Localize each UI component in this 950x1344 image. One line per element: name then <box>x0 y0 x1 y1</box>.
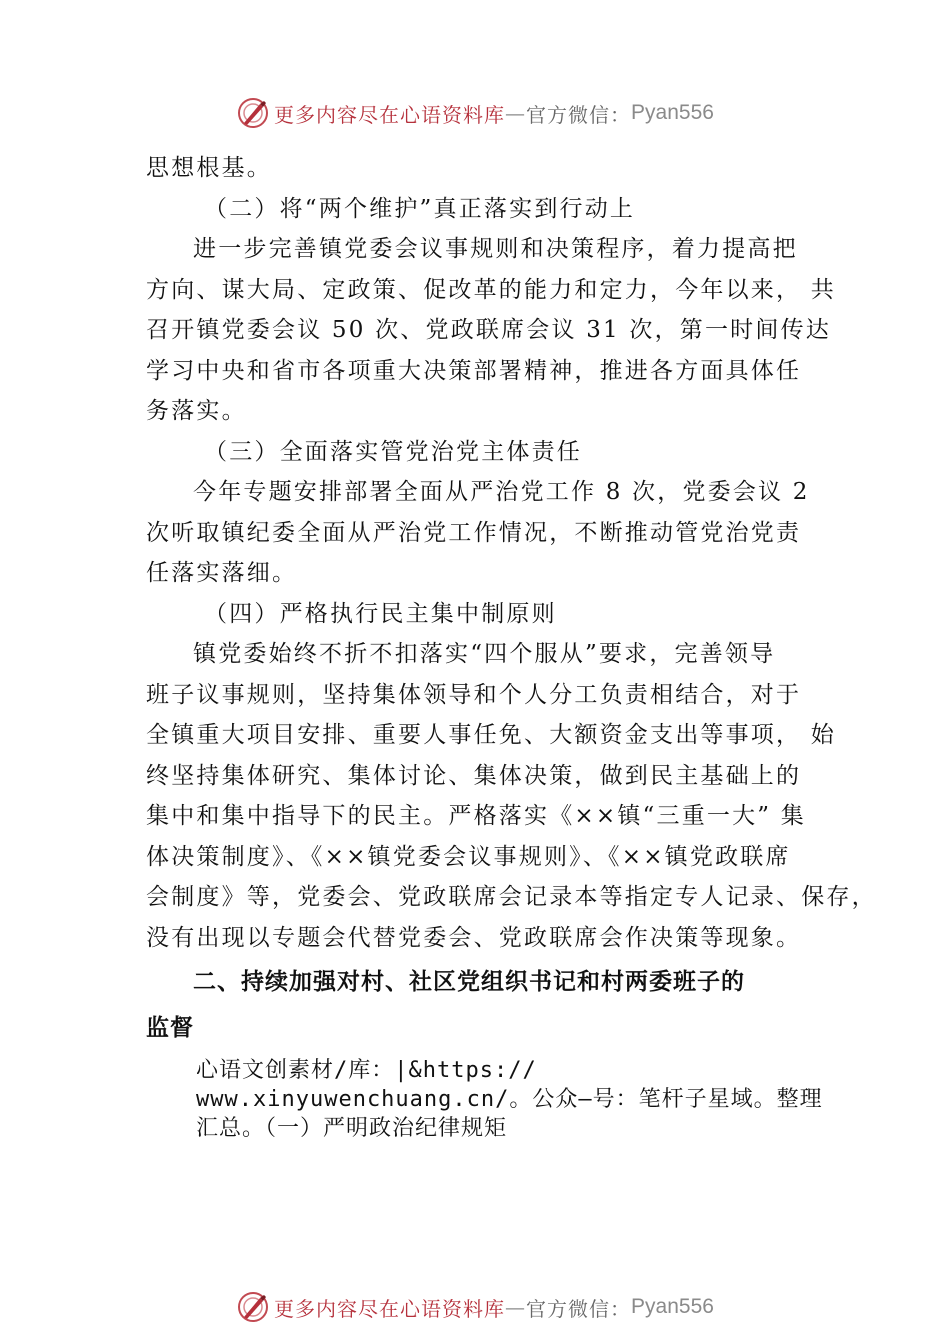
paragraph-line: 务落实。 <box>146 398 247 424</box>
banner-wechat-id: Pyan556 <box>631 101 714 124</box>
paragraph-line: 学习中央和省市各项重大决策部署精神，推进各方面具体任 <box>146 357 802 384</box>
section-heading: （四）严格执行民主集中制原则 <box>204 600 557 627</box>
header-banner <box>0 96 950 130</box>
chapter-heading-continued: 监督 <box>146 1015 194 1041</box>
banner-dash: — <box>505 1295 527 1319</box>
paragraph-line: 思想根基。 <box>146 155 272 181</box>
note-line: 心语文创素材/库：|&https:// <box>196 1058 537 1083</box>
paragraph-line: 终坚持集体研究、集体讨论、集体决策，做到民主基础上的 <box>146 762 802 789</box>
paragraph-line: 召开镇党委会议 50 次、党政联席会议 31 次，第一时间传达 <box>146 317 831 343</box>
banner-wechat-label: 官方微信： <box>526 102 632 127</box>
paragraph-line: 班子议事规则，坚持集体领导和个人分工负责相结合，对于 <box>146 681 802 708</box>
footer-banner <box>0 1290 950 1324</box>
section-heading: （三）全面落实管党治党主体责任 <box>204 438 582 465</box>
paragraph-line: 任落实落细。 <box>146 560 298 586</box>
paragraph-line: 方向、谋大局、定政策、促改革的能力和定力，今年以来， 共 <box>146 276 836 303</box>
paragraph-line: 体决策制度》、《××镇党委会议事规则》、《××镇党政联席 <box>146 843 791 870</box>
paragraph-line: 没有出现以专题会代替党委会、党政联席会作决策等现象。 <box>146 924 802 951</box>
banner-wechat-label: 官方微信： <box>526 1296 632 1321</box>
banner-brand: 更多内容尽在心语资料库 <box>274 1296 506 1321</box>
paragraph-line: 集中和集中指导下的民主。严格落实《××镇“三重一大” 集 <box>146 803 806 829</box>
pen-logo-icon <box>236 1290 270 1324</box>
document-body <box>146 148 877 1143</box>
watermark-note <box>146 1056 836 1143</box>
note-line: www.xinyuwenchuang.cn/。公众—号：笔杆子星域。整理 <box>196 1087 823 1112</box>
paragraph-line: 会制度》等，党委会、党政联席会记录本等指定专人记录、保存， <box>146 884 877 910</box>
paragraph-line: 进一步完善镇党委会议事规则和决策程序，着力提高把 <box>193 236 798 262</box>
paragraph-line: 全镇重大项目安排、重要人事任免、大额资金支出等事项， 始 <box>146 722 836 748</box>
paragraph-line: 镇党委始终不折不扣落实“四个服从”要求，完善领导 <box>193 641 776 667</box>
pen-logo-icon <box>236 96 270 130</box>
banner-wechat-id: Pyan556 <box>631 1295 714 1318</box>
banner-dash: — <box>505 101 527 125</box>
note-line: 汇总。（一）严明政治纪律规矩 <box>196 1116 508 1141</box>
paragraph-line: 今年专题安排部署全面从严治党工作 8 次，党委会议 2 <box>193 479 810 505</box>
section-heading: （二）将“两个维护”真正落实到行动上 <box>204 195 636 222</box>
chapter-heading: 二、持续加强对村、社区党组织书记和村两委班子的 <box>193 969 745 995</box>
banner-brand: 更多内容尽在心语资料库 <box>274 102 506 127</box>
paragraph-line: 次听取镇纪委全面从严治党工作情况，不断推动管党治党责 <box>146 519 802 546</box>
